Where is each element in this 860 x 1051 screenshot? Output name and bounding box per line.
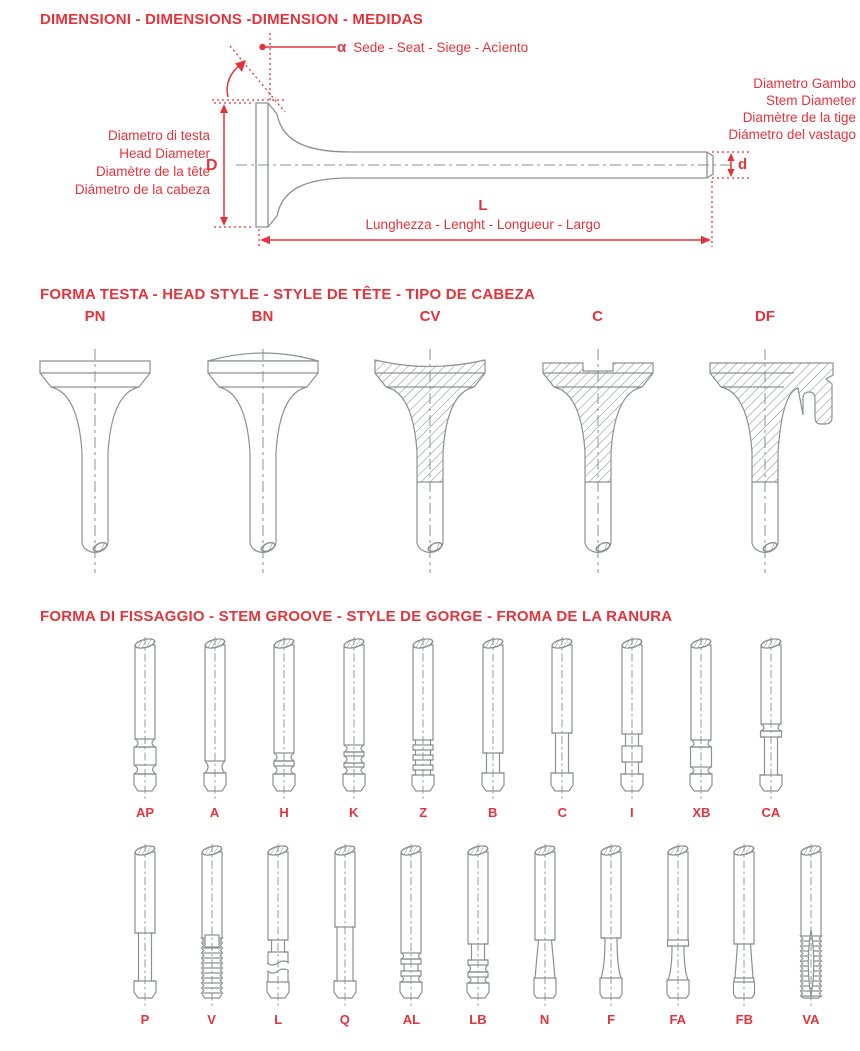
stem-groove-item-CA [748, 635, 794, 820]
stem-groove-item-V [189, 842, 235, 1027]
stem-groove-item-VA [788, 842, 834, 1027]
stem-groove-drawing-H [261, 635, 307, 801]
head-style-label: CV [419, 308, 441, 325]
stem-groove-row-1 [122, 635, 794, 820]
stem-groove-item-L [255, 842, 301, 1027]
stem-groove-item-XB [678, 635, 724, 820]
head-style-item-C [523, 308, 673, 577]
stem-groove-label: H [279, 805, 289, 820]
seat-label-text: Sede - Seat - Siege - Acìento [353, 40, 529, 55]
stem-groove-label: XB [692, 805, 711, 820]
stem-groove-label: C [557, 805, 567, 820]
stem-groove-drawing-F [588, 842, 634, 1008]
stem-groove-label: K [348, 805, 359, 820]
stem-groove-label: P [140, 1012, 150, 1027]
stem-groove-drawing-AP [122, 635, 168, 801]
head-style-item-BN [188, 308, 338, 577]
head-style-section-title: FORMA TESTA - HEAD STYLE - STYLE DE TÊTE - TIPO DE CABEZA [40, 286, 536, 303]
stem-groove-label: VA [802, 1012, 820, 1027]
head-diameter-line: Diametro di testa [107, 128, 210, 143]
stem-groove-label: AL [402, 1012, 421, 1027]
stem-groove-drawing-LB [455, 842, 501, 1008]
stem-groove-item-B [470, 635, 516, 820]
stem-groove-drawing-Q [322, 842, 368, 1008]
stem-groove-drawing-A [192, 635, 238, 801]
head-diameter-line: Diámetro de la cabeza [74, 182, 210, 197]
stem-groove-item-AL [388, 842, 434, 1027]
stem-groove-label: AP [135, 805, 155, 820]
stem-groove-label: Q [339, 1012, 350, 1027]
head-style-item-DF [690, 308, 840, 577]
stem-groove-label: F [607, 1012, 616, 1027]
stem-groove-label: N [539, 1012, 550, 1027]
stem-groove-drawing-FB [721, 842, 767, 1008]
stem-groove-drawing-VA [788, 842, 834, 1008]
stem-groove-drawing-K [331, 635, 377, 801]
head-style-item-CV [355, 308, 505, 577]
head-style-label: DF [755, 308, 775, 325]
head-diameter-line: Head Diameter [119, 146, 210, 161]
stem-groove-drawing-V [189, 842, 235, 1008]
stem-diameter-line: Stem Diameter [765, 93, 856, 108]
head-style-item-PN [20, 308, 170, 577]
head-style-label: PN [84, 308, 106, 325]
stem-groove-item-I [609, 635, 655, 820]
stem-diameter-label [728, 75, 856, 143]
stem-groove-label: FA [669, 1012, 687, 1027]
stem-groove-item-A [192, 635, 238, 820]
stem-groove-drawing-Z [400, 635, 446, 801]
head-style-drawing-CV [355, 327, 505, 577]
stem-groove-label: A [209, 805, 220, 820]
length-symbol: L [478, 197, 488, 214]
stem-groove-label: B [488, 805, 498, 820]
stem-groove-drawing-AL [388, 842, 434, 1008]
stem-groove-label: LB [469, 1012, 487, 1027]
stem-groove-item-FB [721, 842, 767, 1027]
stem-groove-drawing-CA [748, 635, 794, 801]
head-style-row [20, 308, 840, 577]
stem-groove-item-FA [655, 842, 701, 1027]
stem-groove-item-F [588, 842, 634, 1027]
dimensions-section-title: DIMENSIONI - DIMENSIONS -DIMENSION - MEDIDAS [40, 11, 423, 28]
length-label: Lunghezza - Lenght - Longueur - Largo [365, 217, 601, 232]
stem-groove-item-C [539, 635, 585, 820]
stem-groove-item-H [261, 635, 307, 820]
stem-groove-drawing-XB [678, 635, 724, 801]
head-style-drawing-DF [690, 327, 840, 577]
stem-groove-label: L [274, 1012, 283, 1027]
stem-groove-item-AP [122, 635, 168, 820]
head-style-drawing-C [523, 327, 673, 577]
stem-groove-drawing-B [470, 635, 516, 801]
stem-groove-item-N [522, 842, 568, 1027]
head-style-drawing-PN [20, 327, 170, 577]
stem-groove-drawing-N [522, 842, 568, 1008]
stem-groove-item-LB [455, 842, 501, 1027]
stem-groove-label: I [630, 805, 634, 820]
stem-groove-item-P [122, 842, 168, 1027]
stem-groove-label: CA [761, 805, 781, 820]
dimension-arrowheads [220, 44, 735, 244]
head-diameter-line: Diamètre de la tête [95, 164, 210, 179]
seat-angle-label [337, 39, 528, 56]
stem-groove-drawing-L [255, 842, 301, 1008]
stem-groove-row-2 [122, 842, 834, 1027]
stem-groove-drawing-I [609, 635, 655, 801]
stem-groove-drawing-FA [655, 842, 701, 1008]
stem-groove-label: V [207, 1012, 216, 1027]
stem-groove-item-Q [322, 842, 368, 1027]
stem-groove-drawing-C [539, 635, 585, 801]
stem-diameter-line: Diamètre de la tige [742, 110, 856, 125]
stem-groove-drawing-P [122, 842, 168, 1008]
head-diameter-symbol: D [206, 157, 218, 174]
stem-groove-label: Z [419, 805, 428, 820]
head-style-label: BN [251, 308, 274, 325]
stem-groove-label: FB [735, 1012, 754, 1027]
stem-groove-section-title: FORMA DI FISSAGGIO - STEM GROOVE - STYLE DE GORGE - FROMA DE LA RANURA [40, 608, 673, 625]
head-style-label: C [592, 308, 603, 325]
head-style-drawing-BN [188, 327, 338, 577]
stem-groove-item-K [331, 635, 377, 820]
stem-diameter-line: Diametro Gambo [753, 76, 856, 91]
head-diameter-label [40, 127, 210, 199]
stem-groove-item-Z [400, 635, 446, 820]
stem-diameter-symbol: d [738, 156, 748, 173]
stem-diameter-line: Diámetro del vastago [728, 127, 856, 142]
alpha-symbol: α [337, 39, 347, 56]
